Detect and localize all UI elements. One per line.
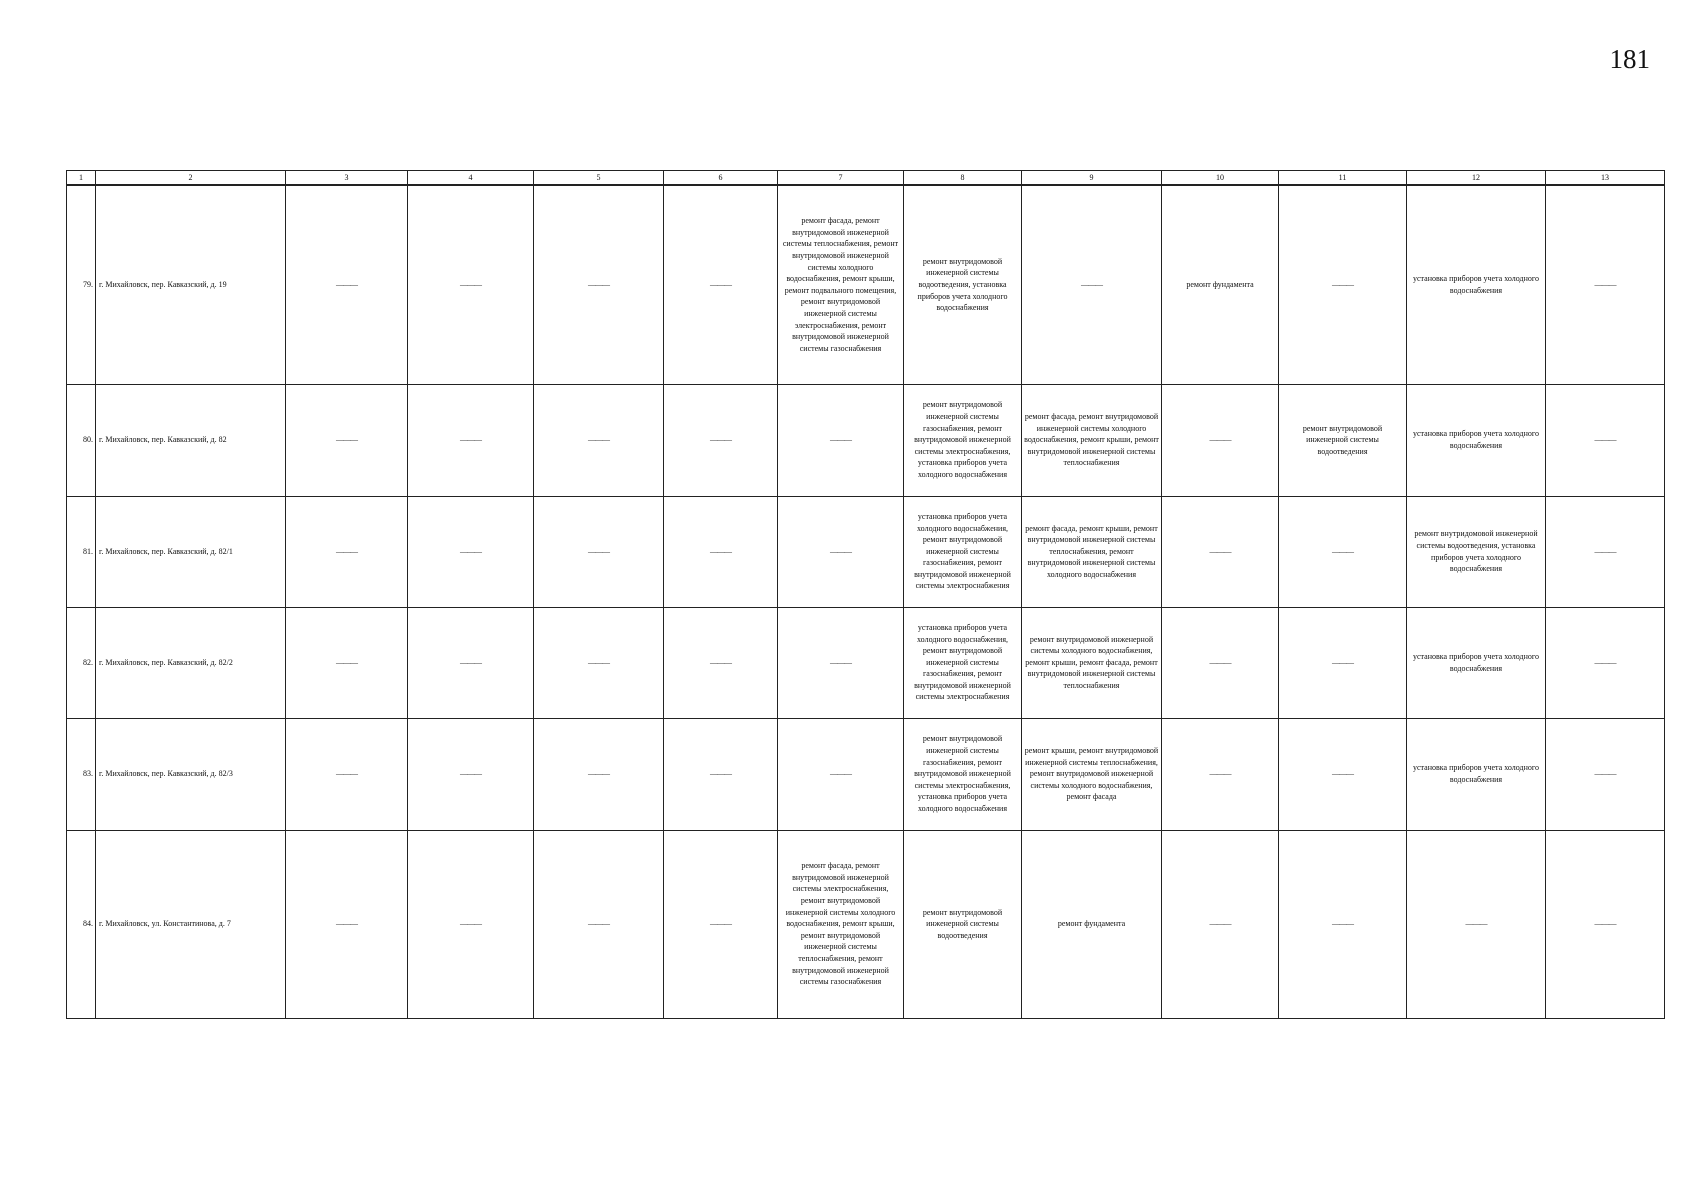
empty-dash: ——— <box>1162 607 1279 718</box>
works-cell: установка приборов учета холодного водоснабжения <box>1407 718 1546 830</box>
empty-dash: ——— <box>408 607 534 718</box>
address-cell: г. Михайловск, пер. Кавказский, д. 82/2 <box>96 607 286 718</box>
address-cell: г. Михайловск, пер. Кавказский, д. 82/1 <box>96 496 286 607</box>
empty-dash: ——— <box>778 496 904 607</box>
empty-dash: ——— <box>534 496 664 607</box>
empty-dash: ——— <box>1546 384 1665 496</box>
column-header: 10 <box>1162 171 1279 186</box>
address-cell: г. Михайловск, пер. Кавказский, д. 82 <box>96 384 286 496</box>
page-number: 181 <box>1609 44 1650 74</box>
empty-dash: ——— <box>1546 830 1665 1018</box>
empty-dash: ——— <box>534 830 664 1018</box>
empty-dash: ——— <box>286 185 408 384</box>
column-header: 2 <box>96 171 286 186</box>
works-cell: ремонт фасада, ремонт крыши, ремонт внутридомовой инженерной системы теплоснабжения, ремонт внутридомовой инженерной системы холодного водоснабжения <box>1022 496 1162 607</box>
table-row <box>67 496 1665 607</box>
table-row <box>67 384 1665 496</box>
empty-dash: ——— <box>664 718 778 830</box>
column-header: 13 <box>1546 171 1665 186</box>
row-number: 84. <box>67 830 96 1018</box>
column-header: 3 <box>286 171 408 186</box>
empty-dash: ——— <box>1162 384 1279 496</box>
empty-dash: ——— <box>408 185 534 384</box>
empty-dash: ——— <box>534 384 664 496</box>
works-cell: ремонт фасада, ремонт внутридомовой инженерной системы электроснабжения, ремонт внутридомовой инженерной системы холодного водоснабжения, ремонт крыши, ремонт внутридомовой инженерной системы теплоснабжения, ремонт внутридомовой инженерной системы газоснабжения <box>778 830 904 1018</box>
works-cell: ремонт фасада, ремонт внутридомовой инженерной системы теплоснабжения, ремонт внутридомовой инженерной системы холодного водоснабжения, ремонт крыши, ремонт подвального помещения, ремонт внутридомовой инженерной системы электроснабжения, ремонт внутридомовой инженерной системы газоснабжения <box>778 185 904 384</box>
works-cell: установка приборов учета холодного водоснабжения <box>1407 185 1546 384</box>
empty-dash: ——— <box>534 718 664 830</box>
empty-dash: ——— <box>286 718 408 830</box>
empty-dash: ——— <box>1279 185 1407 384</box>
works-cell: ремонт внутридомовой инженерной системы холодного водоснабжения, ремонт крыши, ремонт фасада, ремонт внутридомовой инженерной системы теплоснабжения <box>1022 607 1162 718</box>
empty-dash: ——— <box>1022 185 1162 384</box>
column-header: 5 <box>534 171 664 186</box>
column-header: 6 <box>664 171 778 186</box>
table-row <box>67 830 1665 1018</box>
row-number: 79. <box>67 185 96 384</box>
works-cell: ремонт фундамента <box>1022 830 1162 1018</box>
column-header: 9 <box>1022 171 1162 186</box>
empty-dash: ——— <box>286 830 408 1018</box>
works-cell: ремонт фундамента <box>1162 185 1279 384</box>
empty-dash: ——— <box>408 718 534 830</box>
works-cell: ремонт фасада, ремонт внутридомовой инженерной системы холодного водоснабжения, ремонт крыши, ремонт внутридомовой инженерной системы теплоснабжения <box>1022 384 1162 496</box>
row-number: 80. <box>67 384 96 496</box>
works-cell: ремонт внутридомовой инженерной системы газоснабжения, ремонт внутридомовой инженерной системы электроснабжения, установка приборов учета холодного водоснабжения <box>904 718 1022 830</box>
works-cell: установка приборов учета холодного водоснабжения <box>1407 607 1546 718</box>
empty-dash: ——— <box>534 185 664 384</box>
empty-dash: ——— <box>1546 496 1665 607</box>
empty-dash: ——— <box>408 384 534 496</box>
empty-dash: ——— <box>286 607 408 718</box>
empty-dash: ——— <box>1162 496 1279 607</box>
column-number-row <box>67 171 1665 186</box>
empty-dash: ——— <box>664 384 778 496</box>
column-header: 1 <box>67 171 96 186</box>
column-header: 12 <box>1407 171 1546 186</box>
works-cell: ремонт внутридомовой инженерной системы водоотведения <box>1279 384 1407 496</box>
empty-dash: ——— <box>1279 718 1407 830</box>
works-cell: ремонт внутридомовой инженерной системы газоснабжения, ремонт внутридомовой инженерной системы электроснабжения, установка приборов учета холодного водоснабжения <box>904 384 1022 496</box>
row-number: 83. <box>67 718 96 830</box>
empty-dash: ——— <box>664 496 778 607</box>
empty-dash: ——— <box>1546 185 1665 384</box>
empty-dash: ——— <box>1546 718 1665 830</box>
empty-dash: ——— <box>1162 830 1279 1018</box>
address-cell: г. Михайловск, пер. Кавказский, д. 82/3 <box>96 718 286 830</box>
empty-dash: ——— <box>664 830 778 1018</box>
empty-dash: ——— <box>778 607 904 718</box>
empty-dash: ——— <box>778 718 904 830</box>
column-header: 8 <box>904 171 1022 186</box>
empty-dash: ——— <box>286 384 408 496</box>
works-cell: ремонт внутридомовой инженерной системы водоотведения, установка приборов учета холодного водоснабжения <box>904 185 1022 384</box>
empty-dash: ——— <box>1279 607 1407 718</box>
empty-dash: ——— <box>408 830 534 1018</box>
works-cell: установка приборов учета холодного водоснабжения <box>1407 384 1546 496</box>
empty-dash: ——— <box>1279 496 1407 607</box>
column-header: 4 <box>408 171 534 186</box>
empty-dash: ——— <box>664 185 778 384</box>
empty-dash: ——— <box>286 496 408 607</box>
address-cell: г. Михайловск, ул. Константинова, д. 7 <box>96 830 286 1018</box>
empty-dash: ——— <box>778 384 904 496</box>
repair-schedule-table <box>66 170 1665 1019</box>
empty-dash: ——— <box>1407 830 1546 1018</box>
empty-dash: ——— <box>1546 607 1665 718</box>
works-cell: ремонт внутридомовой инженерной системы водоотведения <box>904 830 1022 1018</box>
column-header: 11 <box>1279 171 1407 186</box>
row-number: 81. <box>67 496 96 607</box>
works-cell: ремонт внутридомовой инженерной системы водоотведения, установка приборов учета холодного водоснабжения <box>1407 496 1546 607</box>
works-cell: ремонт крыши, ремонт внутридомовой инженерной системы теплоснабжения, ремонт внутридомовой инженерной системы холодного водоснабжения, ремонт фасада <box>1022 718 1162 830</box>
table-row <box>67 185 1665 384</box>
empty-dash: ——— <box>534 607 664 718</box>
empty-dash: ——— <box>408 496 534 607</box>
works-cell: установка приборов учета холодного водоснабжения, ремонт внутридомовой инженерной системы газоснабжения, ремонт внутридомовой инженерной системы электроснабжения <box>904 607 1022 718</box>
address-cell: г. Михайловск, пер. Кавказский, д. 19 <box>96 185 286 384</box>
empty-dash: ——— <box>1279 830 1407 1018</box>
table-row <box>67 607 1665 718</box>
row-number: 82. <box>67 607 96 718</box>
works-cell: установка приборов учета холодного водоснабжения, ремонт внутридомовой инженерной системы газоснабжения, ремонт внутридомовой инженерной системы электроснабжения <box>904 496 1022 607</box>
table-row <box>67 718 1665 830</box>
empty-dash: ——— <box>1162 718 1279 830</box>
empty-dash: ——— <box>664 607 778 718</box>
column-header: 7 <box>778 171 904 186</box>
